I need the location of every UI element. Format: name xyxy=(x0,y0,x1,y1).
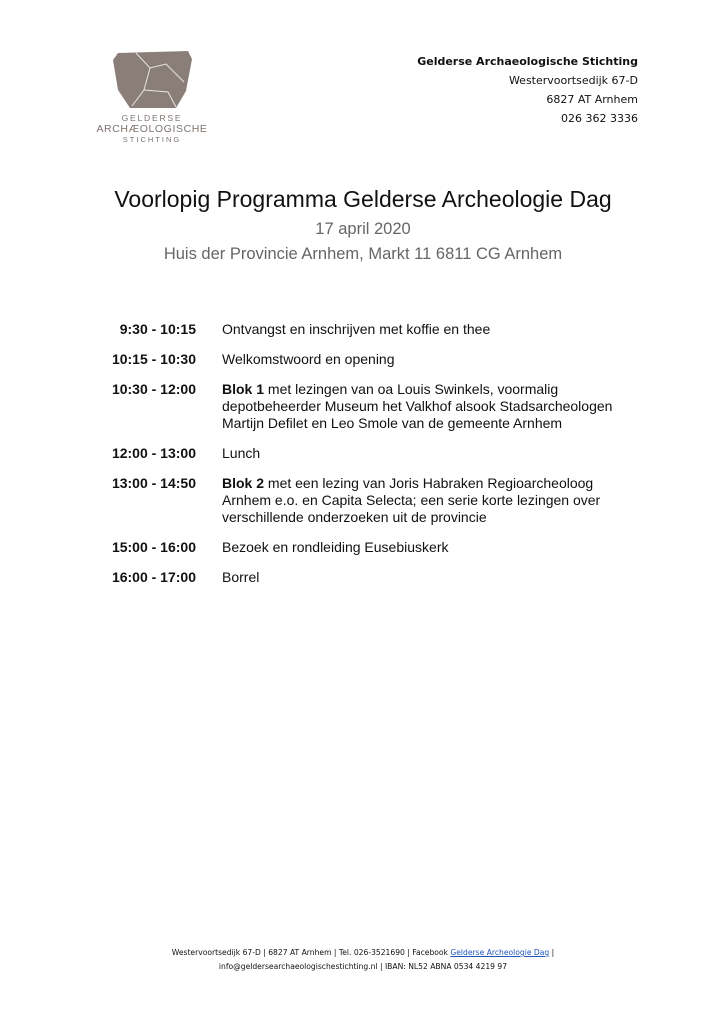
program-time: 10:15 - 10:30 xyxy=(111,351,196,367)
program-time: 13:00 - 14:50 xyxy=(111,475,196,491)
program-description xyxy=(222,381,622,432)
organization-address-block xyxy=(417,52,638,128)
organization-street: Westervoortsedijk 67-D xyxy=(508,74,638,87)
pottery-logo-icon xyxy=(108,46,196,112)
program-text: Bezoek en rondleiding Eusebiuskerk xyxy=(222,539,449,555)
program-row xyxy=(100,445,640,462)
footer-address: Westervoortsedijk 67-D | 6827 AT Arnhem | Tel. 026-3521690 | Facebook xyxy=(171,948,451,957)
footer-line-2: info@geldersearchaeologischestichting.nl | IBAN: NL52 ABNA 0534 4219 97 xyxy=(218,962,508,971)
program-description xyxy=(222,321,622,338)
organization-phone: 026 362 3336 xyxy=(561,112,638,125)
program-time: 15:00 - 16:00 xyxy=(111,539,196,555)
program-text: Welkomstwoord en opening xyxy=(222,351,395,367)
program-description xyxy=(222,351,622,368)
footer-line-1 xyxy=(0,946,726,960)
program-text: Ontvangst en inschrijven met koffie en thee xyxy=(222,321,491,337)
logo-text-line-3: STICHTING xyxy=(122,135,182,144)
program-time: 12:00 - 13:00 xyxy=(111,445,196,461)
organization-logo xyxy=(86,46,218,144)
program-row xyxy=(100,381,640,432)
program-time: 9:30 - 10:15 xyxy=(119,321,196,337)
program-text: Borrel xyxy=(222,569,260,585)
program-description xyxy=(222,539,622,556)
program-block-label: Blok 1 xyxy=(222,381,265,397)
program-time: 16:00 - 17:00 xyxy=(111,569,196,585)
program-row xyxy=(100,539,640,556)
program-row xyxy=(100,475,640,526)
program-schedule xyxy=(100,321,640,599)
page-title: Voorlopig Programma Gelderse Archeologie Dag xyxy=(114,186,612,212)
organization-name: Gelderse Archaeologische Stichting xyxy=(417,55,638,68)
event-date: 17 april 2020 xyxy=(315,220,411,238)
event-venue: Huis der Provincie Arnhem, Markt 11 6811 CG Arnhem xyxy=(163,245,563,263)
logo-text-line-2: ARCHÆOLOGISCHE xyxy=(96,123,208,135)
program-description xyxy=(222,569,622,586)
program-text: met een lezing van Joris Habraken Regioarcheoloog Arnhem e.o. en Capita Selecta; een serie korte lezingen over verschillende onderzoeken uit de provincie xyxy=(222,475,601,525)
program-description xyxy=(222,445,622,462)
facebook-link[interactable]: Gelderse Archeologie Dag xyxy=(450,948,550,957)
program-row xyxy=(100,569,640,586)
program-row xyxy=(100,321,640,338)
page-footer xyxy=(0,946,726,974)
organization-city: 6827 AT Arnhem xyxy=(546,93,638,106)
program-text: met lezingen van oa Louis Swinkels, voormalig depotbeheerder Museum het Valkhof alsook Stadsarcheologen Martijn Defilet en Leo Smole van de gemeente Arnhem xyxy=(222,381,613,431)
program-text: Lunch xyxy=(222,445,261,461)
logo-text-line-1: GELDERSE xyxy=(121,113,183,123)
program-row xyxy=(100,351,640,368)
footer-separator: | xyxy=(549,948,555,957)
program-time: 10:30 - 12:00 xyxy=(111,381,196,397)
program-description xyxy=(222,475,622,526)
program-block-label: Blok 2 xyxy=(222,475,265,491)
